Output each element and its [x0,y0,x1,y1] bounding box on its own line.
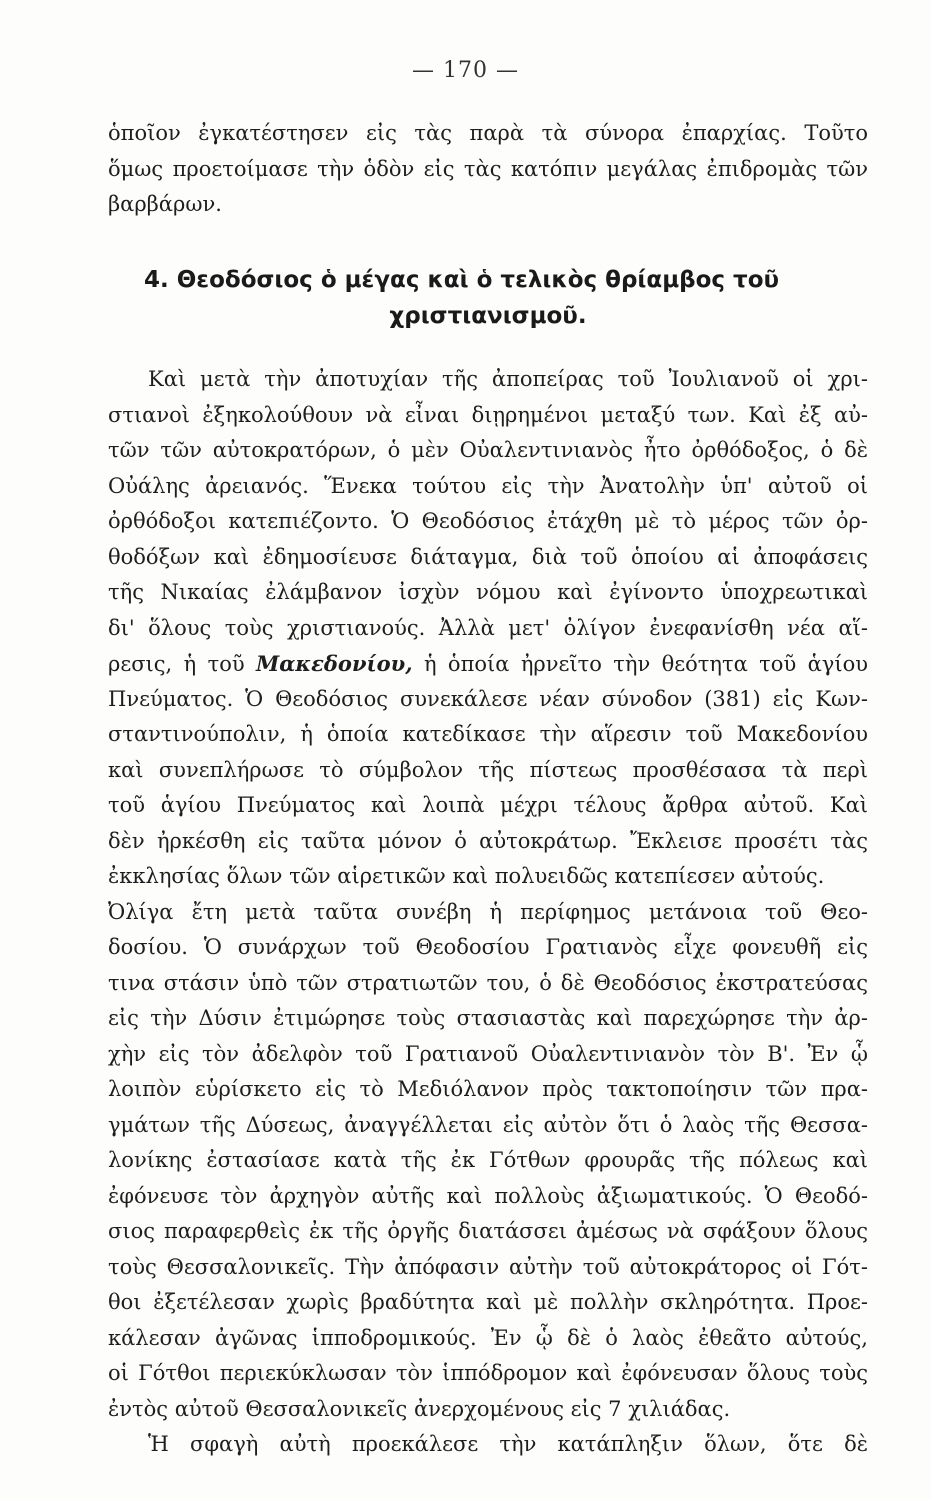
text-line: Καὶ μετὰ τὴν ἀποτυχίαν τῆς ἀποπείρας τοῦ Ἰουλιανοῦ οἱ χρι- [148,367,868,391]
text-line: θοι ἐξετέλεσαν χωρὶς βραδύτητα καὶ μὲ πολλὴν σκληρότητα. Προε- [108,1290,868,1314]
text-line: ἐφόνευσε τὸν ἀρχηγὸν αὐτῆς καὶ πολλοὺς ἀξιωματικούς. Ὁ Θεοδό- [108,1183,868,1208]
text-line: χὴν εἰς τὸν ἀδελφὸν τοῦ Γρατιανοῦ Οὐαλεντινιανὸν τὸν Β'. Ἐν ᾧ [108,1041,868,1066]
text-line: σταντινούπολιν, ἡ ὁποία κατεδίκασε τὴν αἵρεσιν τοῦ Μακεδονίου [108,722,868,746]
text-line: γμάτων τῆς Δύσεως, ἀναγγέλλεται εἰς αὐτὸν ὅτι ὁ λαὸς τῆς Θεσσα- [108,1112,868,1137]
text-line: δὲν ἠρκέσθη εἰς ταῦτα μόνον ὁ αὐτοκράτωρ. Ἔκλεισε προσέτι τὰς [108,828,868,853]
text-line: δι' ὅλους τοὺς χριστιανούς. Ἀλλὰ μετ' ὀλίγον ἐνεφανίσθη νέα αἵ- [108,615,868,640]
text-line: δοσίου. Ὁ συνάρχων τοῦ Θεοδοσίου Γρατιανὸς εἶχε φονευθῆ εἰς [108,935,868,959]
text-line: λονίκης ἐστασίασε κατὰ τῆς ἐκ Γότθων φρουρᾶς τῆς πόλεως καὶ [108,1148,868,1172]
text-line [108,646,868,682]
text-line: βαρβάρων. [108,192,222,216]
text-line: ἐκκλησίας ὅλων τῶν αἱρετικῶν καὶ πολυειδῶς κατεπίεσεν αὐτούς. [108,864,825,888]
text-line: ἐντὸς αὐτοῦ Θεσσαλονικεῖς ἀνερχομένους εἰς 7 χιλιάδας. [108,1396,731,1421]
text-line: Ὀλίγα ἔτη μετὰ ταῦτα συνέβη ἡ περίφημος μετάνοια τοῦ Θεο- [108,899,868,924]
text-line: ὅμως προετοίμασε τὴν ὁδὸν εἰς τὰς κατόπιν μεγάλας ἐπιδρομὰς τῶν [108,156,868,181]
text-line: ὁποῖον ἐγκατέστησεν εἰς τὰς παρὰ τὰ σύνορα ἐπαρχίας. Τοῦτο [108,121,868,145]
text-line: σιος παραφερθεὶς ἐκ τῆς ὀργῆς διατάσσει ἀμέσως νὰ σφάξουν ὅλους [108,1219,868,1243]
body-paragraphs [108,362,868,1463]
text-line: τῆς Νικαίας ἐλάμβανον ἰσχὺν νόμου καὶ ἐγίνοντο ὑποχρεωτικαὶ [108,580,868,604]
text-line: Οὐάλης ἀρειανός. Ἕνεκα τούτου εἰς τὴν Ἀνατολὴν ὑπ' αὐτοῦ οἱ [108,473,868,498]
section-heading-line: 4. Θεοδόσιος ὁ μέγας καὶ ὁ τελικὸς θρίαμβος τοῦ [144,267,780,293]
text-line: τῶν τῶν αὐτοκρατόρων, ὁ μὲν Οὐαλεντινιανὸς ἦτο ὀρθόδοξος, ὁ δὲ [108,438,868,462]
emphasized-name: Μακεδονίου, [256,651,413,676]
text-line: καὶ συνεπλήρωσε τὸ σύμβολον τῆς πίστεως προσθέσασα τὰ περὶ [108,757,868,782]
text-line: θοδόξων καὶ ἐδημοσίευσε διάταγμα, διὰ τοῦ ὁποίου αἱ ἀποφάσεις [108,544,868,569]
text-line: τοῦ ἁγίου Πνεύματος καὶ λοιπὰ μέχρι τέλους ἄρθρα αὐτοῦ. Καὶ [108,793,868,817]
section-heading-line: χριστιανισμοῦ. [389,303,587,329]
text-line: στιανοὶ ἐξηκολούθουν νὰ εἶναι διῃρημένοι μεταξύ των. Καὶ ἐξ αὐ- [108,402,868,427]
text-line: Πνεύματος. Ὁ Θεοδόσιος συνεκάλεσε νέαν σύνοδον (381) εἰς Κων- [108,686,868,711]
text-fragment: ἡ ὁποία ἠρνεῖτο τὴν θεότητα τοῦ ἁγίου [423,652,868,676]
text-line: λοιπὸν εὑρίσκετο εἰς τὸ Μεδιόλανον πρὸς τακτοποίησιν τῶν πρα- [108,1077,868,1101]
text-line: Ἡ σφαγὴ αὐτὴ προεκάλεσε τὴν κατάπληξιν ὅλων, ὅτε δὲ [148,1432,868,1456]
text-line: τινα στάσιν ὑπὸ τῶν στρατιωτῶν του, ὁ δὲ Θεοδόσιος ἐκστρατεύσας [108,970,868,995]
text-line: εἰς τὴν Δύσιν ἐτιμώρησε τοὺς στασιαστὰς καὶ παρεχώρησε τὴν ἀρ- [108,1006,868,1030]
intro-paragraph [108,116,868,223]
text-fragment: ρεσις, ἡ τοῦ [108,652,245,676]
text-line: τοὺς Θεσσαλονικεῖς. Τὴν ἀπόφασιν αὐτὴν τοῦ αὐτοκράτορος οἱ Γότ- [108,1254,868,1279]
text-line: οἱ Γότθοι περιεκύκλωσαν τὸν ἱππόδρομον καὶ ἐφόνευσαν ὅλους τοὺς [108,1361,868,1385]
section-heading [108,262,868,334]
text-line: ὀρθόδοξοι κατεπιέζοντο. Ὁ Θεοδόσιος ἐτάχθη μὲ τὸ μέρος τῶν ὀρ- [108,509,868,533]
text-line: κάλεσαν ἀγῶνας ἱπποδρομικούς. Ἐν ᾧ δὲ ὁ λαὸς ἐθεᾶτο αὐτούς, [108,1325,868,1350]
page-number: — 170 — [412,58,519,83]
